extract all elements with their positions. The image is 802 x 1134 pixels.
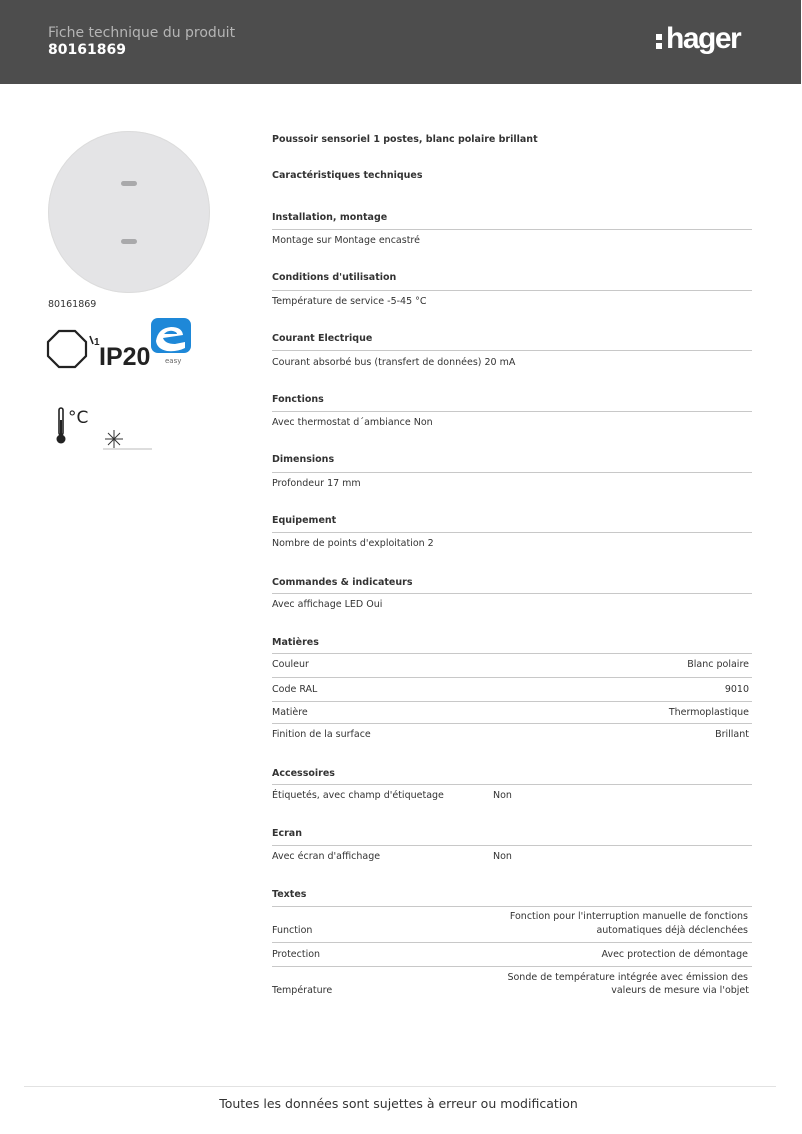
- spec-row-ecran-label: Avec écran d'affichage: [272, 851, 381, 862]
- divider: [272, 701, 752, 702]
- section-heading-dimensions: Dimensions: [272, 454, 335, 465]
- led-indicator-bottom: [121, 239, 137, 244]
- divider: [272, 906, 752, 907]
- footer-divider: [24, 1086, 776, 1087]
- spec-row-etiquetes-value: Non: [493, 790, 512, 801]
- logo-text: hager: [666, 22, 741, 55]
- spec-row-temperature-service: Température de service -5-45 °C: [272, 296, 427, 307]
- table-row-value: valeurs de mesure via l'objet: [611, 985, 749, 996]
- table-row-label: Couleur: [272, 659, 309, 670]
- table-row-label: Matière: [272, 707, 308, 718]
- section-heading-fonctions: Fonctions: [272, 394, 324, 405]
- section-heading-installation: Installation, montage: [272, 212, 388, 223]
- table-row-label: Température: [272, 985, 333, 996]
- hager-logo: [656, 22, 740, 56]
- spec-row-etiquetes-label: Étiquetés, avec champ d'étiquetage: [272, 790, 444, 801]
- table-row-value: Blanc polaire: [687, 659, 749, 670]
- divider: [272, 290, 752, 291]
- divider: [272, 350, 752, 351]
- divider: [272, 472, 752, 473]
- spec-row-thermostat: Avec thermostat d´ambiance Non: [272, 417, 433, 428]
- frost-snowflake-icon: [103, 430, 152, 449]
- section-heading-equipement: Equipement: [272, 515, 337, 526]
- easy-logo-icon: [151, 318, 191, 365]
- image-caption: 80161869: [48, 299, 97, 310]
- spec-row-affichage-led: Avec affichage LED Oui: [272, 599, 383, 610]
- divider: [272, 723, 752, 724]
- spec-row-courant-absorbe: Courant absorbé bus (transfert de données) 20 mA: [272, 357, 516, 368]
- easy-label: easy: [165, 357, 182, 365]
- table-row-label: Finition de la surface: [272, 729, 371, 740]
- section-heading-ecran: Ecran: [272, 828, 302, 839]
- table-row-label: Code RAL: [272, 684, 318, 695]
- divider: [272, 784, 752, 785]
- section-heading-matieres: Matières: [272, 637, 319, 648]
- table-row-value: Thermoplastique: [668, 707, 749, 718]
- table-row-value: Sonde de température intégrée avec émission des: [507, 972, 748, 983]
- product-image: [48, 131, 210, 293]
- spec-row-montage: Montage sur Montage encastré: [272, 235, 420, 246]
- table-row-value: Fonction pour l'interruption manuelle de fonctions: [509, 911, 748, 922]
- table-row-value: Brillant: [715, 729, 749, 740]
- page-header: [0, 0, 801, 84]
- divider: [272, 593, 752, 594]
- section-heading-accessoires: Accessoires: [272, 768, 335, 779]
- divider: [272, 653, 752, 654]
- divider: [272, 411, 752, 412]
- thermometer-icon: [57, 408, 66, 444]
- certification-icons: [46, 314, 196, 454]
- header-subtitle: Fiche technique du produit: [48, 25, 236, 41]
- header-product-code: 80161869: [48, 42, 126, 58]
- divider: [272, 532, 752, 533]
- spec-row-ecran-value: Non: [493, 851, 512, 862]
- spec-row-profondeur: Profondeur 17 mm: [272, 478, 361, 489]
- divider: [272, 677, 752, 678]
- section-heading-textes: Textes: [272, 889, 307, 900]
- divider: [272, 942, 752, 943]
- section-heading-commandes: Commandes & indicateurs: [272, 577, 413, 588]
- table-row-value: automatiques déjà déclenchées: [596, 925, 748, 936]
- spec-row-points-exploitation: Nombre de points d'exploitation 2: [272, 538, 434, 549]
- led-indicator-top: [121, 181, 137, 186]
- section-heading-caracteristiques: Caractéristiques techniques: [272, 170, 423, 181]
- product-title: Poussoir sensoriel 1 postes, blanc polaire brillant: [272, 134, 538, 145]
- table-row-value: 9010: [724, 684, 749, 695]
- divider: [272, 966, 752, 967]
- divider: [272, 229, 752, 230]
- logo-colon-icon: [656, 28, 663, 50]
- divider: [272, 845, 752, 846]
- protection-class-octagon-icon: [48, 331, 93, 367]
- section-heading-courant: Courant Electrique: [272, 333, 373, 344]
- footer-disclaimer: Toutes les données sont sujettes à erreur ou modification: [219, 1096, 578, 1111]
- table-row-label: Protection: [272, 949, 321, 960]
- table-row-value: Avec protection de démontage: [601, 949, 748, 960]
- temperature-symbol: °C: [68, 408, 89, 428]
- ip20-label: IP20: [99, 343, 151, 371]
- table-row-label: Function: [272, 925, 313, 936]
- ip-superscript: 1: [94, 337, 100, 348]
- section-heading-conditions: Conditions d'utilisation: [272, 272, 397, 283]
